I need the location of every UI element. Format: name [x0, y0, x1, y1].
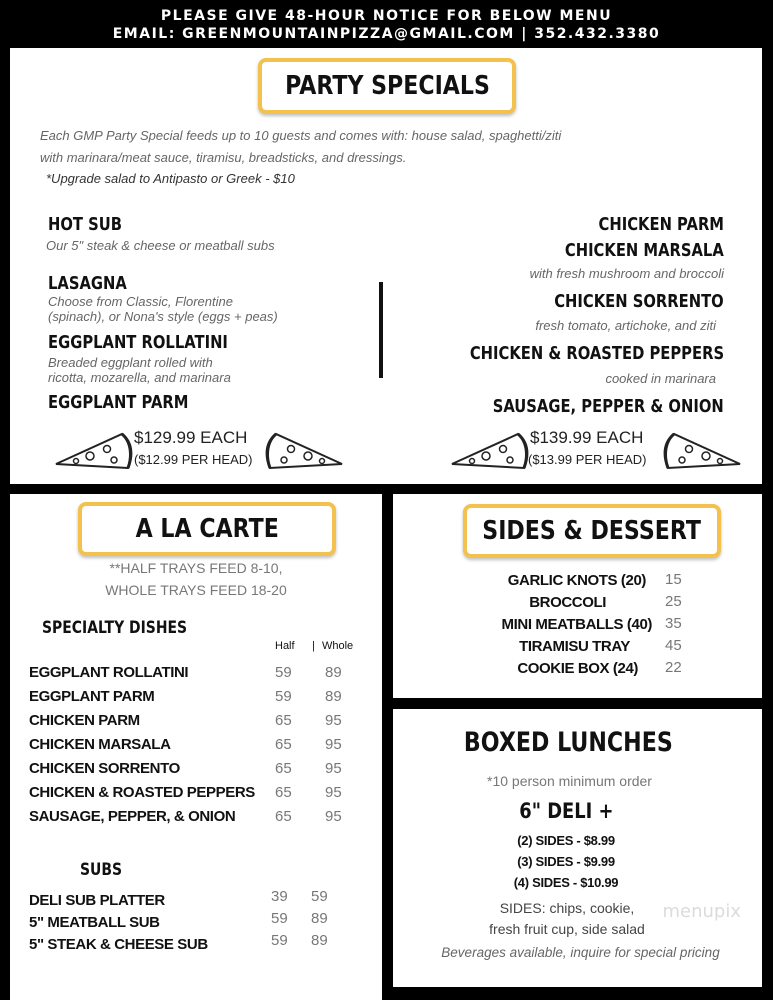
party-item-chicken-parm: CHICKEN PARM: [598, 214, 724, 235]
boxed-lunches-title: BOXED LUNCHES: [463, 727, 673, 758]
half-price: 65: [275, 784, 292, 801]
half-price: 59: [275, 664, 292, 681]
half-price: 65: [275, 736, 292, 753]
a-la-carte-panel: [10, 494, 382, 1000]
party-item-lasagna-desc2: (spinach), or Nona's style (eggs + peas): [48, 309, 278, 324]
list-item: SAUSAGE, PEPPER, & ONION: [29, 808, 236, 825]
whole-tray-note: WHOLE TRAYS FEED 18-20: [105, 582, 287, 598]
whole-price: 95: [325, 760, 342, 777]
party-item-hot-sub: HOT SUB: [48, 214, 122, 235]
list-item: 5" MEATBALL SUB: [29, 914, 160, 931]
whole-price: 89: [311, 910, 328, 927]
party-item-eggplant-rollatini-desc2: ricotta, mozarella, and marinara: [48, 370, 231, 385]
list-item: GARLIC KNOTS (20): [507, 572, 646, 589]
option-4-sides: (4) SIDES - $10.99: [513, 875, 619, 890]
party-item-chicken-marsala-desc: with fresh mushroom and broccoli: [529, 266, 724, 281]
party-item-sausage-pepper-onion: SAUSAGE, PEPPER & ONION: [492, 396, 724, 417]
list-item: CHICKEN & ROASTED PEPPERS: [29, 784, 255, 801]
pizza-slice-icon: [52, 424, 134, 472]
half-price: 65: [275, 808, 292, 825]
notice-text: PLEASE GIVE 48-HOUR NOTICE FOR BELOW MENU: [160, 8, 613, 24]
pizza-slice-icon: [448, 424, 530, 472]
party-item-chicken-roasted-peppers-desc: cooked in marinara: [605, 371, 716, 386]
list-item: MINI MEATBALLS (40): [501, 616, 652, 633]
party-item-chicken-sorrento-desc: fresh tomato, artichoke, and ziti: [535, 318, 716, 333]
whole-price: 95: [325, 712, 342, 729]
half-price: 65: [275, 760, 292, 777]
party-item-chicken-sorrento: CHICKEN SORRENTO: [554, 291, 724, 312]
column-divider: [379, 282, 383, 378]
deli-heading-wrap: [393, 799, 739, 823]
right-per-head: ($13.99 PER HEAD): [528, 452, 647, 467]
specialty-dishes-heading: SPECIALTY DISHES: [42, 618, 188, 638]
list-item: CHICKEN MARSALA: [29, 736, 171, 753]
beverages-note: Beverages available, inquire for special pricing: [441, 945, 720, 960]
side-price: 45: [665, 637, 682, 654]
whole-price: 89: [311, 932, 328, 949]
list-item: 5" STEAK & CHEESE SUB: [29, 936, 208, 953]
option-3-sides: (3) SIDES - $9.99: [517, 854, 615, 869]
party-specials-panel: [10, 48, 762, 484]
half-price: 59: [271, 932, 288, 949]
half-price: 59: [271, 910, 288, 927]
contact-text: EMAIL: GREENMOUNTAINPIZZA@GMAIL.COM | 352.432.3380: [112, 26, 661, 42]
left-price: $129.99 EACH: [134, 428, 248, 447]
list-item: EGGPLANT ROLLATINI: [29, 664, 189, 681]
whole-price: 59: [311, 888, 328, 905]
watermark: menupix: [662, 901, 741, 922]
a-la-carte-title: A LA CARTE: [78, 502, 336, 556]
minimum-order-note: *10 person minimum order: [487, 773, 652, 789]
column-separator: |: [312, 640, 315, 652]
sides-note-line2: fresh fruit cup, side salad: [489, 921, 645, 937]
list-item: TIRAMISU TRAY: [519, 638, 630, 655]
half-price: 65: [275, 712, 292, 729]
boxed-lunches-panel: [393, 709, 762, 987]
party-item-chicken-roasted-peppers: CHICKEN & ROASTED PEPPERS: [469, 343, 724, 364]
list-item: CHICKEN SORRENTO: [29, 760, 180, 777]
party-item-chicken-marsala: CHICKEN MARSALA: [565, 240, 724, 261]
whole-column-header: Whole: [322, 640, 354, 652]
sides-dessert-panel: [393, 494, 762, 698]
pizza-slice-icon: [264, 424, 346, 472]
subs-heading: SUBS: [80, 860, 123, 880]
upgrade-note: *Upgrade salad to Antipasto or Greek - $10: [46, 171, 295, 186]
side-price: 22: [665, 659, 682, 676]
party-item-eggplant-parm: EGGPLANT PARM: [48, 392, 189, 413]
side-price: 25: [665, 593, 682, 610]
right-price: $139.99 EACH: [530, 428, 644, 447]
list-item: BROCCOLI: [529, 594, 606, 611]
half-price: 59: [275, 688, 292, 705]
side-price: 35: [665, 615, 682, 632]
list-item: COOKIE BOX (24): [517, 660, 638, 677]
sides-dessert-title: SIDES & DESSERT: [463, 504, 721, 558]
pizza-slice-icon: [662, 424, 744, 472]
left-per-head: ($12.99 PER HEAD): [134, 452, 253, 467]
party-item-lasagna-desc: Choose from Classic, Florentine: [48, 294, 233, 309]
party-item-eggplant-rollatini-desc: Breaded eggplant rolled with: [48, 355, 213, 370]
party-item-lasagna: LASAGNA: [48, 273, 127, 294]
whole-price: 95: [325, 808, 342, 825]
half-tray-note: **HALF TRAYS FEED 8-10,: [109, 560, 283, 576]
half-column-header: Half: [275, 640, 295, 652]
option-2-sides: (2) SIDES - $8.99: [517, 833, 615, 848]
whole-price: 95: [325, 784, 342, 801]
party-specials-title: PARTY SPECIALS: [258, 58, 516, 114]
sides-note-line1: SIDES: chips, cookie,: [499, 900, 635, 916]
party-item-hot-sub-desc: Our 5" steak & cheese or meatball subs: [46, 238, 275, 253]
list-item: EGGPLANT PARM: [29, 688, 155, 705]
whole-price: 89: [325, 688, 342, 705]
list-item: DELI SUB PLATTER: [29, 892, 165, 909]
party-description-line2: with marinara/meat sauce, tiramisu, breadsticks, and dressings.: [40, 150, 407, 165]
boxed-lunches-title-wrap: [393, 727, 743, 758]
whole-price: 89: [325, 664, 342, 681]
whole-price: 95: [325, 736, 342, 753]
half-price: 39: [271, 888, 288, 905]
party-item-eggplant-rollatini: EGGPLANT ROLLATINI: [48, 332, 228, 353]
side-price: 15: [665, 571, 682, 588]
party-description-line1: Each GMP Party Special feeds up to 10 guests and comes with: house salad, spaghetti/ziti: [40, 128, 562, 143]
deli-heading: 6" DELI +: [518, 799, 614, 823]
list-item: CHICKEN PARM: [29, 712, 140, 729]
